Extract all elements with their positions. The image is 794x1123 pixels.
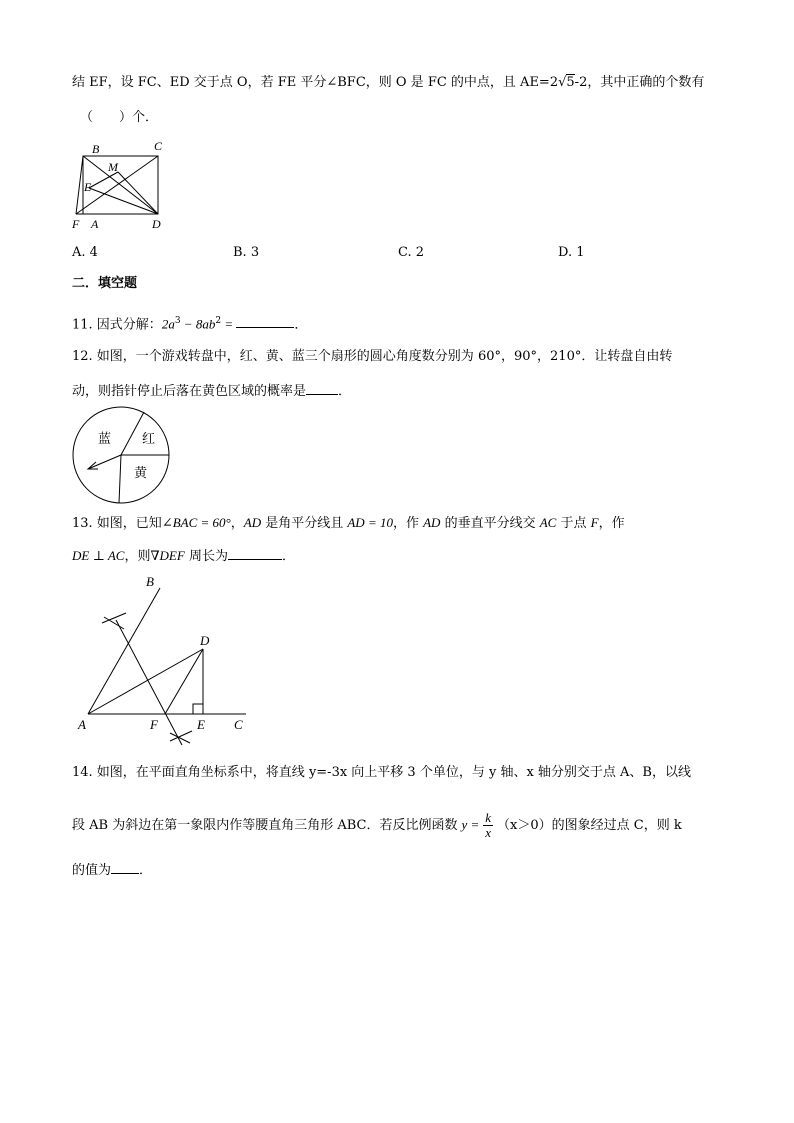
q10-line1: 结 EF，设 FC、ED 交于点 O，若 FE 平分∠BFC，则 O 是 FC 的中点，且 AE=2√5-2，其中正确的个数有 xyxy=(72,75,705,90)
q14-line3: 的值为 ． xyxy=(72,859,152,881)
label-f: F xyxy=(150,717,158,732)
q12-answer-blank[interactable] xyxy=(306,380,338,395)
option-a[interactable]: A. 4 xyxy=(72,245,98,260)
pointer-arrow xyxy=(88,455,121,469)
label-yellow: 黄 xyxy=(134,465,148,480)
right-angle-mark xyxy=(193,704,203,714)
section-title: 二．填空题 xyxy=(72,276,138,291)
label-d: D xyxy=(200,633,210,648)
ray-ab xyxy=(88,588,160,714)
q11-answer-blank[interactable] xyxy=(236,313,294,328)
q14-line1: 14. 如图，在平面直角坐标系中，将直线 y=-3x 向上平移 3 个单位，与 y 轴、x 轴分别交于点 A、B，以线 xyxy=(72,765,691,780)
label-c: C xyxy=(154,139,163,153)
label-f: F xyxy=(72,217,80,231)
option-d[interactable]: D. 1 xyxy=(558,245,585,260)
radius-bottom xyxy=(119,455,121,503)
segment-ed xyxy=(89,188,158,214)
segment-ad xyxy=(88,649,203,714)
label-blue: 蓝 xyxy=(98,431,112,446)
option-b[interactable]: B. 3 xyxy=(233,245,260,260)
q13-line2: DE ⊥ AC，则∇DEF 周长为 ． xyxy=(72,545,295,567)
q13-answer-blank[interactable] xyxy=(228,545,282,560)
q14-answer-blank[interactable] xyxy=(111,859,139,874)
label-a: A xyxy=(91,217,99,231)
option-c[interactable]: C. 2 xyxy=(398,245,425,260)
q10-figure xyxy=(70,138,180,234)
segment-fb xyxy=(76,156,83,214)
perpendicular-bisector xyxy=(116,620,182,745)
q13-figure xyxy=(74,573,254,753)
label-d: D xyxy=(152,217,161,231)
q12-line2: 动，则指针停止后落在黄色区域的概率是 ． xyxy=(72,380,351,402)
label-e: E xyxy=(197,717,205,732)
fraction-k-over-x: $\frac{k}{x}$ xyxy=(485,810,492,840)
arc-mark-top-2 xyxy=(104,617,124,629)
segment-md xyxy=(118,172,158,214)
q12-spinner-figure xyxy=(70,407,174,507)
label-a: A xyxy=(78,717,86,732)
label-red: 红 xyxy=(142,431,156,446)
radius-top xyxy=(121,412,144,455)
label-b: B xyxy=(92,142,100,156)
q12-line1: 12. 如图，一个游戏转盘中，红、黄、蓝三个扇形的圆心角度数分别为 60°，90°，210°．让转盘自由转 xyxy=(72,349,673,364)
label-c: C xyxy=(234,717,243,732)
label-e: E xyxy=(84,180,92,194)
q10-line2: （ ）个． xyxy=(80,110,159,125)
q14-line2: 段 AB 为斜边在第一象限内作等腰直角三角形 ABC．若反比例函数 y = $\frac{k}{x}$ （x＞0）的图象经过点 C，则 k xyxy=(72,810,682,840)
arc-mark-bottom-1 xyxy=(170,731,192,741)
sqrt-radicand: 5 xyxy=(566,75,575,90)
label-m: M xyxy=(108,160,118,174)
label-b: B xyxy=(146,574,154,589)
sqrt-sign: √ xyxy=(558,75,567,90)
q13-line1: 13. 如图，已知∠BAC = 60°，AD 是角平分线且 AD = 10，作 AD 的垂直平分线交 AC 于点 F，作 xyxy=(72,515,625,531)
q11-line: 11. 因式分解：$2a^3 - 8ab^2$ = ． xyxy=(72,311,307,335)
